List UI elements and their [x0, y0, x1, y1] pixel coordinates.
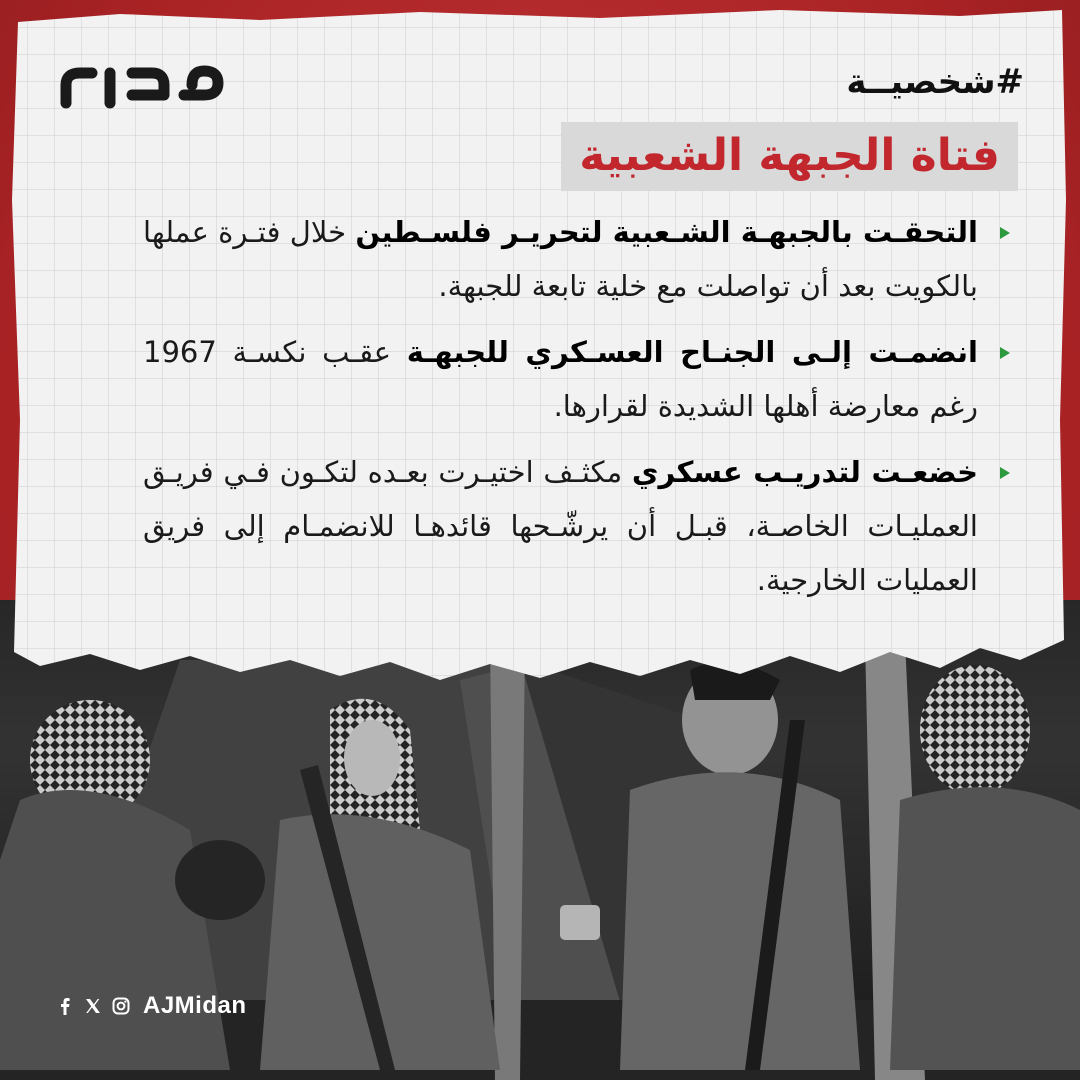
bullet-arrow-icon: [1000, 467, 1010, 479]
bullet-3-text: مكثـف اختيـرت بعـده لتكـون فـي فريـق العمليـات الخاصـة، قبـل أن يرشّـحها قائدهـا للانضمـام إلى فريق العمليات الخارجية.: [143, 455, 978, 597]
hashtag-label: #شخصيــة: [846, 62, 1024, 102]
bullet-item-2: [143, 325, 1008, 433]
bullet-2-bold: انضمـت إلـى الجنـاح العسـكري للجبهـة: [406, 335, 978, 369]
midan-logo: [52, 55, 232, 110]
bullet-arrow-icon: [1000, 347, 1010, 359]
bullet-item-3: [143, 445, 1008, 607]
social-handle[interactable]: AJMidan: [143, 992, 247, 1019]
bullet-3-bold: خضعـت لتدريـب عسكري: [631, 455, 978, 489]
page-title: فتاة الجبهة الشعبية: [579, 130, 1000, 181]
midan-logo-mark: [52, 55, 232, 110]
bullet-1-bold: التحقـت بالجبهـة الشـعبية لتحريـر فلسـطين: [355, 215, 978, 249]
facebook-icon[interactable]: [55, 996, 75, 1016]
x-icon[interactable]: [83, 996, 103, 1016]
bullet-1-text: خلال فتـرة عملها بالكويت بعد أن تواصلت مع خلية تابعة للجبهة.: [143, 215, 978, 303]
bullet-arrow-icon: [1000, 227, 1010, 239]
bullet-item-1: [143, 205, 1008, 313]
bullet-list: [143, 205, 1008, 619]
instagram-icon[interactable]: [111, 996, 131, 1016]
social-footer: [55, 992, 247, 1020]
bullet-2-text: عقـب نكسـة 1967 رغم معارضة أهلها الشديدة لقرارها.: [143, 335, 978, 423]
title-banner: [561, 122, 1018, 191]
